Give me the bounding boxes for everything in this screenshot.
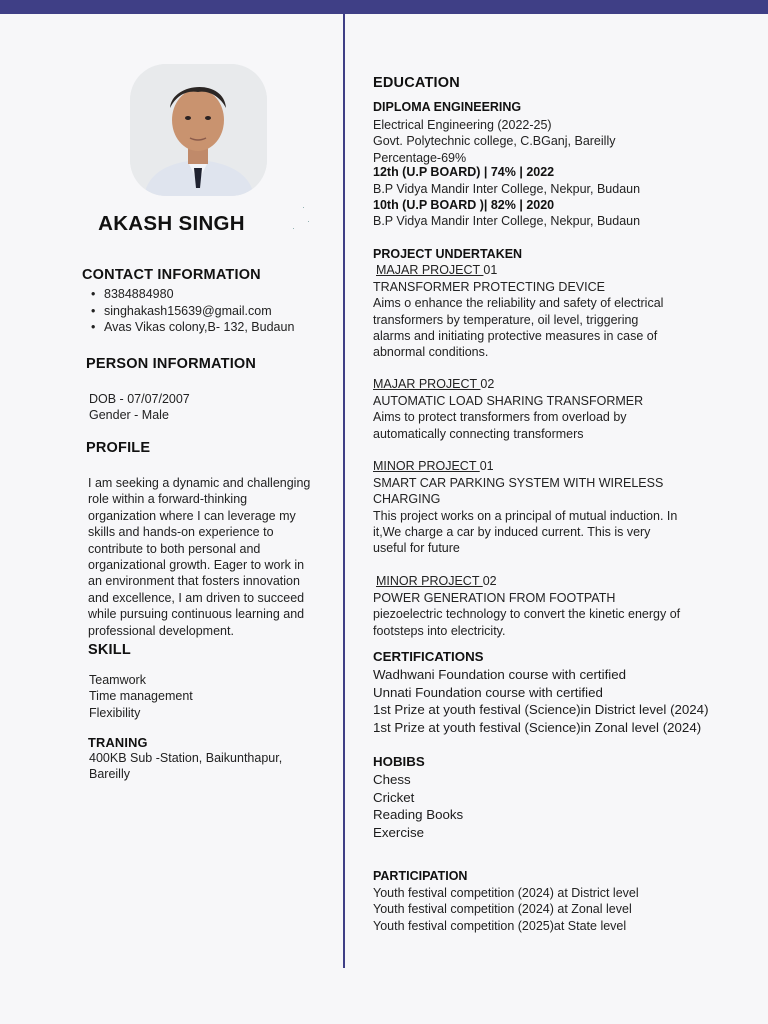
profile-line: professional development. (88, 623, 234, 638)
hobby-item: Cricket (373, 789, 415, 805)
project-label (376, 574, 497, 588)
profile-line: organizational growth. Eager to work in (88, 558, 305, 573)
training-line: 400KB Sub -Station, Baikunthapur, (89, 751, 283, 765)
decorative-dot: · (307, 216, 310, 226)
skill-item: Flexibility (89, 705, 141, 720)
top-accent-bar (0, 0, 768, 14)
training-text (89, 750, 282, 783)
certification-item: 1st Prize at youth festival (Science)in Zonal level (2024) (373, 719, 702, 735)
contact-email: • singhakash15639@gmail.com (91, 303, 294, 320)
project-line: SMART CAR PARKING SYSTEM WITH WIRELESS (373, 476, 664, 490)
hobbies-title: HOBIBS (373, 754, 425, 769)
project-line: it,We charge a car by induced current. This is very (373, 525, 651, 540)
training-title: TRANING (88, 735, 148, 750)
project-number: 02 (482, 574, 497, 588)
hobby-item: Reading Books (373, 807, 464, 822)
participation-item: Youth festival competition (2025)at State level (373, 918, 627, 933)
project-line: Aims to protect transformers from overload by (373, 410, 627, 425)
hobby-item: Chess (373, 772, 411, 787)
diploma-line: Govt. Polytechnic college, C.BGanj, Bareilly (373, 134, 616, 149)
participation-title: PARTICIPATION (373, 869, 468, 883)
education-title: EDUCATION (373, 75, 460, 91)
project-line: piezoelectric technology to convert the kinetic energy of (373, 607, 681, 622)
project-label (376, 263, 497, 277)
skill-list (89, 672, 193, 721)
diploma-line: Percentage-69% (373, 150, 467, 165)
project-line: TRANSFORMER PROTECTING DEVICE (373, 280, 605, 294)
tenth-school: B.P Vidya Mandir Inter College, Nekpur, Budaun (373, 214, 641, 228)
project-line: footsteps into electricity. (373, 623, 506, 638)
diploma-heading: DIPLOMA ENGINEERING (373, 100, 522, 114)
dob: DOB - 07/07/2007 (89, 392, 190, 406)
decorative-dot: · (302, 202, 305, 212)
project-line: useful for future (373, 541, 460, 556)
skill-title: SKILL (88, 642, 131, 658)
project-number: 01 (479, 459, 494, 473)
decorative-dot: · (292, 223, 295, 233)
project-line: POWER GENERATION FROM FOOTPATH (373, 591, 616, 605)
projects-title: PROJECT UNDERTAKEN (373, 247, 523, 261)
person-info (89, 391, 190, 424)
profile-title: PROFILE (86, 440, 151, 456)
tenth-heading: 10th (U.P BOARD )| 82% | 2020 (373, 198, 555, 212)
project-label (373, 459, 494, 473)
project-line: automatically connecting transformers (373, 426, 584, 441)
contact-title: CONTACT INFORMATION (82, 267, 261, 283)
project-type: MINOR PROJECT (376, 574, 483, 588)
profile-photo-image (130, 64, 267, 196)
project-description (373, 590, 680, 639)
gender: Gender - Male (89, 408, 169, 423)
certification-item: Wadhwani Foundation course with certified (373, 667, 627, 682)
project-number: 01 (483, 263, 498, 277)
contact-list (91, 286, 294, 336)
project-line: Aims o enhance the reliability and safety of electrical (373, 296, 664, 311)
twelfth-school: B.P Vidya Mandir Inter College, Nekpur, Budaun (373, 182, 641, 196)
column-divider (343, 14, 345, 968)
contact-address: • Avas Vikas colony,B- 132, Budaun (91, 319, 294, 336)
diploma-details (373, 117, 615, 166)
project-line: This project works on a principal of mutual induction. In (373, 508, 678, 523)
candidate-name: AKASH SINGH (98, 212, 245, 235)
certifications-list (373, 666, 709, 736)
profile-photo (130, 64, 267, 196)
certification-item: Unnati Foundation course with certified (373, 684, 603, 700)
project-line: alarms and initiating protective measures in case of (373, 329, 658, 344)
project-line: transformers by temperature, oil level, triggering (373, 312, 639, 327)
certifications-title: CERTIFICATIONS (373, 649, 484, 664)
project-line: AUTOMATIC LOAD SHARING TRANSFORMER (373, 394, 644, 408)
project-number: 02 (480, 377, 495, 391)
profile-line: skills and hands-on experience to (88, 525, 274, 540)
profile-line: and excellence, I am driven to succeed (88, 590, 305, 605)
profile-line: I am seeking a dynamic and challenging (88, 476, 311, 490)
profile-text (88, 475, 328, 639)
project-line: CHARGING (373, 492, 441, 507)
skill-item: Teamwork (89, 673, 146, 687)
profile-line: while pursuing continuous learning and (88, 607, 305, 622)
project-label (373, 377, 494, 391)
twelfth-heading: 12th (U.P BOARD) | 74% | 2022 (373, 165, 555, 179)
training-line: Bareilly (89, 767, 130, 782)
hobbies-list (373, 771, 463, 841)
project-description (373, 393, 643, 442)
participation-item: Youth festival competition (2024) at Zonal level (373, 902, 632, 917)
contact-phone: • 8384884980 (91, 286, 294, 303)
person-info-title: PERSON INFORMATION (86, 356, 257, 372)
project-description (373, 279, 663, 361)
certification-item: 1st Prize at youth festival (Science)in District level (2024) (373, 702, 709, 717)
profile-line: organization where I can leverage my (88, 508, 296, 523)
profile-line: an environment that fosters innovation (88, 574, 300, 589)
project-type: MINOR PROJECT (373, 459, 480, 473)
diploma-line: Electrical Engineering (2022-25) (373, 118, 552, 132)
profile-line: role within a forward-thinking (88, 492, 248, 507)
participation-list (373, 885, 639, 934)
project-description (373, 475, 677, 557)
project-type: MAJAR PROJECT (376, 263, 484, 277)
project-line: abnormal conditions. (373, 345, 489, 360)
project-type: MAJAR PROJECT (373, 377, 481, 391)
profile-line: contribute to both personal and (88, 541, 261, 556)
skill-item: Time management (89, 689, 193, 704)
participation-item: Youth festival competition (2024) at District level (373, 886, 639, 900)
hobby-item: Exercise (373, 824, 424, 840)
